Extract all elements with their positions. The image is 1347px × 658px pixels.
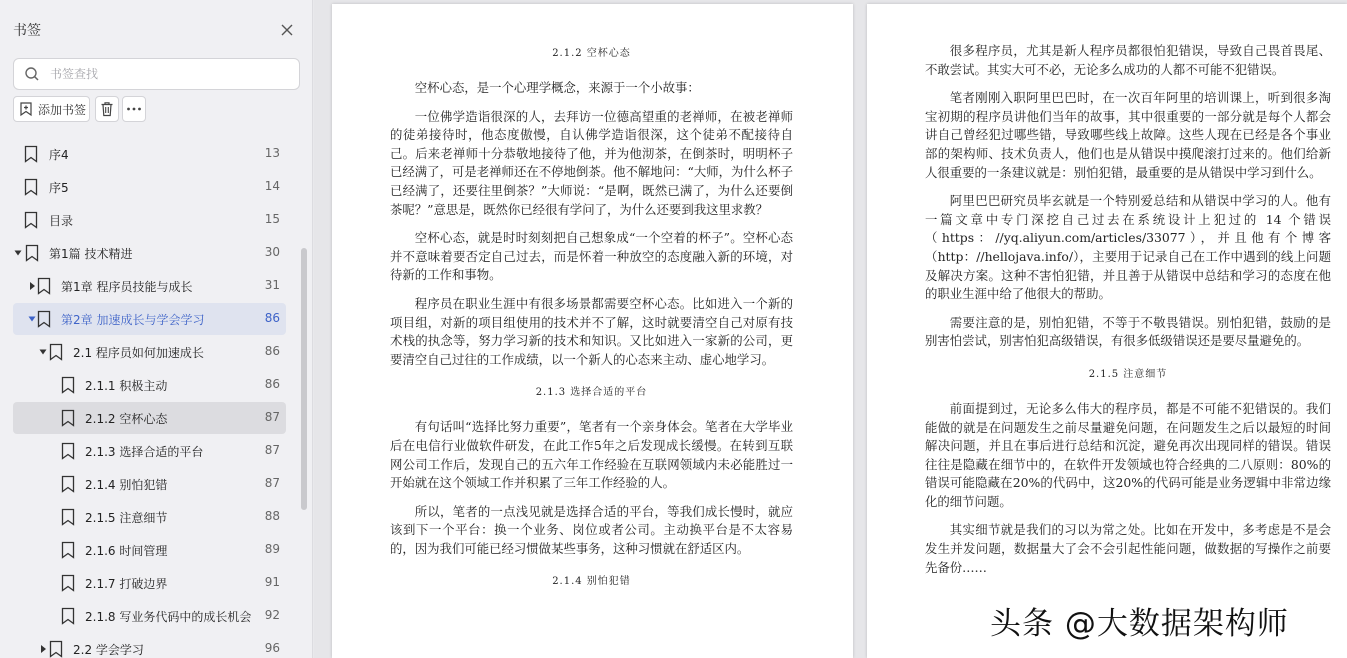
bookmark-label: 2.1.1 积极主动 [85, 379, 168, 393]
section-heading: 2.1.4 别怕犯错 [552, 576, 631, 588]
paragraph: 空杯心态，就是时时刻刻把自己想象成“一个空着的杯子”。空杯心态并不意味着要否定自己过去，而是怀着一种放空的态度融入新的环境，对待新的工作和事物。 [390, 230, 793, 283]
more-options-button[interactable] [122, 96, 146, 122]
bookmark-label: 2.1.4 别怕犯错 [85, 478, 168, 492]
caret-down-icon[interactable] [39, 347, 47, 357]
bookmark-icon [60, 607, 76, 625]
bookmark-page: 87 [264, 443, 280, 457]
bookmark-icon [48, 343, 64, 361]
bookmark-icon [60, 508, 76, 526]
bookmark-icon [60, 574, 76, 592]
bookmark-page: 86 [264, 311, 280, 325]
bookmark-label: 2.1.2 空杯心态 [85, 412, 168, 426]
bookmark-icon [48, 640, 64, 658]
bookmark-label: 第2章 加速成长与学会学习 [61, 313, 205, 327]
bookmark-page: 88 [264, 509, 280, 523]
bookmark-item[interactable] [13, 534, 286, 566]
bookmark-label: 2.2 学会学习 [73, 643, 144, 657]
paragraph: 笔者刚刚入职阿里巴巴时，在一次百年阿里的培训课上，听到很多淘宝初期的程序员讲他们当年的故事，其中很重要的一部分就是每个人都会讲自己曾经犯过哪些错，导致哪些线上故障。这些人现在已经是各个事业部的架构师、技术负责人，他们也是从错误中摸爬滚打过来的。他们给新人很重要的一条建议就是：别怕犯错，最重要的是从错误中学习到什么。 [925, 90, 1331, 180]
sidebar-title: 书签 [13, 23, 41, 39]
document-page-right [867, 4, 1347, 658]
bookmark-page: 91 [264, 575, 280, 589]
bookmark-label: 第1章 程序员技能与成长 [61, 280, 193, 294]
bookmark-item[interactable] [13, 501, 286, 533]
bookmark-page: 89 [264, 542, 280, 556]
bookmark-item[interactable] [13, 600, 286, 632]
paragraph: 所以，笔者的一点浅见就是选择合适的平台，等我们成长慢时，就应该到下一个平台：换一个业务、岗位或者公司。主动换平台是不太容易的，因为我们可能已经习惯做某些事务，这种习惯就在舒适区内。 [390, 503, 793, 556]
page-content [925, 42, 1331, 587]
bookmark-label: 2.1 程序员如何加速成长 [73, 346, 204, 360]
paragraph: 阿里巴巴研究员毕玄就是一个特别爱总结和从错误中学习的人。他有一篇文章中专门深挖自己过去在系统设计上犯过的 14 个错误（https：//yq.aliyun.com/articles/33077），并且他有个博客（http：//hellojava.info/），主要用于记录自己在工作中遇到的线上问题及解决方案。这种不害怕犯错，并且善于从错误中总结和学习的态度在他的职业生涯中给了他很大的帮助。 [925, 193, 1331, 302]
bookmark-item-selected[interactable] [13, 402, 286, 434]
bookmark-icon [60, 442, 76, 460]
paragraph: 很多程序员，尤其是新人程序员都很怕犯错误，导致自己畏首畏尾、不敢尝试。其实大可不必，无论多么成功的人都不可能不犯错误。 [925, 43, 1331, 77]
paragraph: 程序员在职业生涯中有很多场景都需要空杯心态。比如进入一个新的项目组，对新的项目组使用的技术并不了解，这时就要清空自己对原有技术栈的执念等，努力学习新的技术和知识。又比如进入一家新的公司，更要清空自己过往的工作成绩，以一个新人的心态来主动、虚心地学习。 [390, 295, 793, 367]
paragraph: 一位佛学造诣很深的人，去拜访一位德高望重的老禅师，在被老禅师的徒弟接待时，他态度傲慢，自认佛学造诣很深，这个徒弟不配接待自己。后来老禅师十分恭敬地接待了他，并为他沏茶，在倒茶时，明明杯子已经满了，可是老禅师还在不停地倒茶。他不解地问：“大师，为什么杯子已经满了，还要往里倒茶？”大师说：“是啊，既然已满了，为什么还要倒茶呢？”意思是，既然你已经很有学问了，为什么还要到我这里求教？ [390, 108, 793, 217]
document-page-left [332, 4, 853, 658]
bookmark-icon [60, 475, 76, 493]
bookmark-item[interactable] [13, 171, 286, 203]
section-heading: 2.1.2 空杯心态 [552, 48, 631, 59]
bookmark-page: 15 [264, 212, 280, 226]
section-heading: 2.1.3 选择合适的平台 [535, 387, 648, 399]
search-input[interactable] [50, 64, 290, 84]
bookmark-icon [36, 277, 52, 295]
bookmark-label: 第1篇 技术精进 [49, 247, 133, 261]
paragraph: 前面提到过，无论多么伟大的程序员，都是不可能不犯错误的。我们能做的就是在问题发生之前尽量避免问题，在问题发生之后以最短的时间解决问题，并且在事后进行总结和沉淀，避免再次出现同样的错误。错误往往是隐藏在细节中的，在软件开发领域也符合经典的二八原则：80%的错误可能隐藏在20%的代码中，这20%的代码可能是业务逻辑中非常边缘化的细节问题。 [925, 400, 1331, 509]
add-bookmark-icon [18, 101, 34, 117]
add-bookmark-label: 添加书签 [38, 102, 87, 117]
bookmark-label: 序4 [49, 148, 69, 162]
sidebar-header [0, 0, 313, 58]
bookmark-icon [60, 409, 76, 427]
bookmark-page: 92 [264, 608, 280, 622]
bookmark-page: 86 [264, 377, 280, 391]
bookmark-item[interactable] [13, 633, 286, 658]
bookmark-page: 87 [264, 410, 280, 424]
bookmark-item[interactable] [13, 435, 286, 467]
more-icon [126, 107, 142, 111]
add-bookmark-button[interactable] [13, 96, 90, 122]
caret-right-icon[interactable] [28, 281, 36, 291]
paragraph: 其实细节就是我们的习以为常之处。比如在开发中，多考虑是不是会发生并发问题，数据量大了会不会引起性能问题，做数据的写操作之前要先备份…… [925, 522, 1331, 575]
bookmark-icon [60, 541, 76, 559]
bookmark-icon [36, 310, 52, 328]
bookmark-sidebar [0, 0, 313, 658]
bookmark-page: 30 [264, 245, 280, 259]
bookmark-item[interactable] [13, 567, 286, 599]
bookmark-tree [0, 138, 313, 658]
bookmark-item-active-chapter[interactable] [13, 303, 286, 335]
bookmark-label: 2.1.8 写业务代码中的成长机会 [85, 610, 252, 624]
page-content [390, 44, 793, 607]
delete-bookmark-button[interactable] [95, 96, 119, 122]
bookmark-page: 14 [264, 179, 280, 193]
bookmark-item[interactable] [13, 204, 286, 236]
watermark-text: 头条 @大数据架构师 [990, 606, 1289, 642]
search-icon [24, 66, 40, 82]
bookmark-page: 96 [264, 641, 280, 655]
trash-icon [100, 101, 114, 117]
caret-down-icon[interactable] [14, 248, 22, 258]
paragraph: 需要注意的是，别怕犯错，不等于不敬畏错误。别怕犯错，鼓励的是别害怕尝试，别害怕犯高级错误，有很多低级错误还是要尽量避免的。 [925, 314, 1331, 349]
bookmark-page: 87 [264, 476, 280, 490]
bookmark-label: 2.1.6 时间管理 [85, 544, 168, 558]
bookmark-icon [23, 211, 39, 229]
bookmark-label: 序5 [49, 181, 69, 195]
caret-down-icon[interactable] [28, 314, 36, 324]
bookmark-search[interactable] [13, 58, 300, 90]
bookmark-icon [60, 376, 76, 394]
bookmark-item[interactable] [13, 138, 286, 170]
bookmark-label: 2.1.3 选择合适的平台 [85, 445, 204, 459]
bookmark-label: 2.1.7 打破边界 [85, 577, 168, 591]
caret-right-icon[interactable] [39, 644, 47, 654]
bookmark-item[interactable] [13, 270, 286, 302]
bookmark-item[interactable] [13, 369, 286, 401]
bookmark-icon [24, 244, 40, 262]
bookmark-icon [23, 178, 39, 196]
document-viewer [314, 0, 1347, 658]
sidebar-scrollbar[interactable] [301, 248, 307, 510]
bookmark-label: 目录 [49, 214, 74, 228]
section-heading: 2.1.5 注意细节 [1088, 368, 1168, 380]
bookmark-page: 86 [264, 344, 280, 358]
bookmark-icon [23, 145, 39, 163]
bookmark-item[interactable] [13, 237, 286, 269]
close-icon[interactable] [278, 21, 296, 39]
bookmark-label: 2.1.5 注意细节 [85, 511, 168, 525]
paragraph: 空杯心态，是一个心理学概念，来源于一个小故事： [414, 80, 700, 95]
bookmark-page: 31 [264, 278, 280, 292]
bookmark-item[interactable] [13, 336, 286, 368]
bookmark-page: 13 [264, 146, 280, 160]
bookmark-item[interactable] [13, 468, 286, 500]
paragraph: 有句话叫“选择比努力重要”，笔者有一个亲身体会。笔者在大学毕业后在电信行业做软件研发，在此工作5年之后发现成长缓慢。在转到互联网公司工作后，发现自己的五六年工作经验在互联网领域内未必能胜过一开始就在这个领域工作并积累了三年工作经验的人。 [390, 419, 793, 491]
